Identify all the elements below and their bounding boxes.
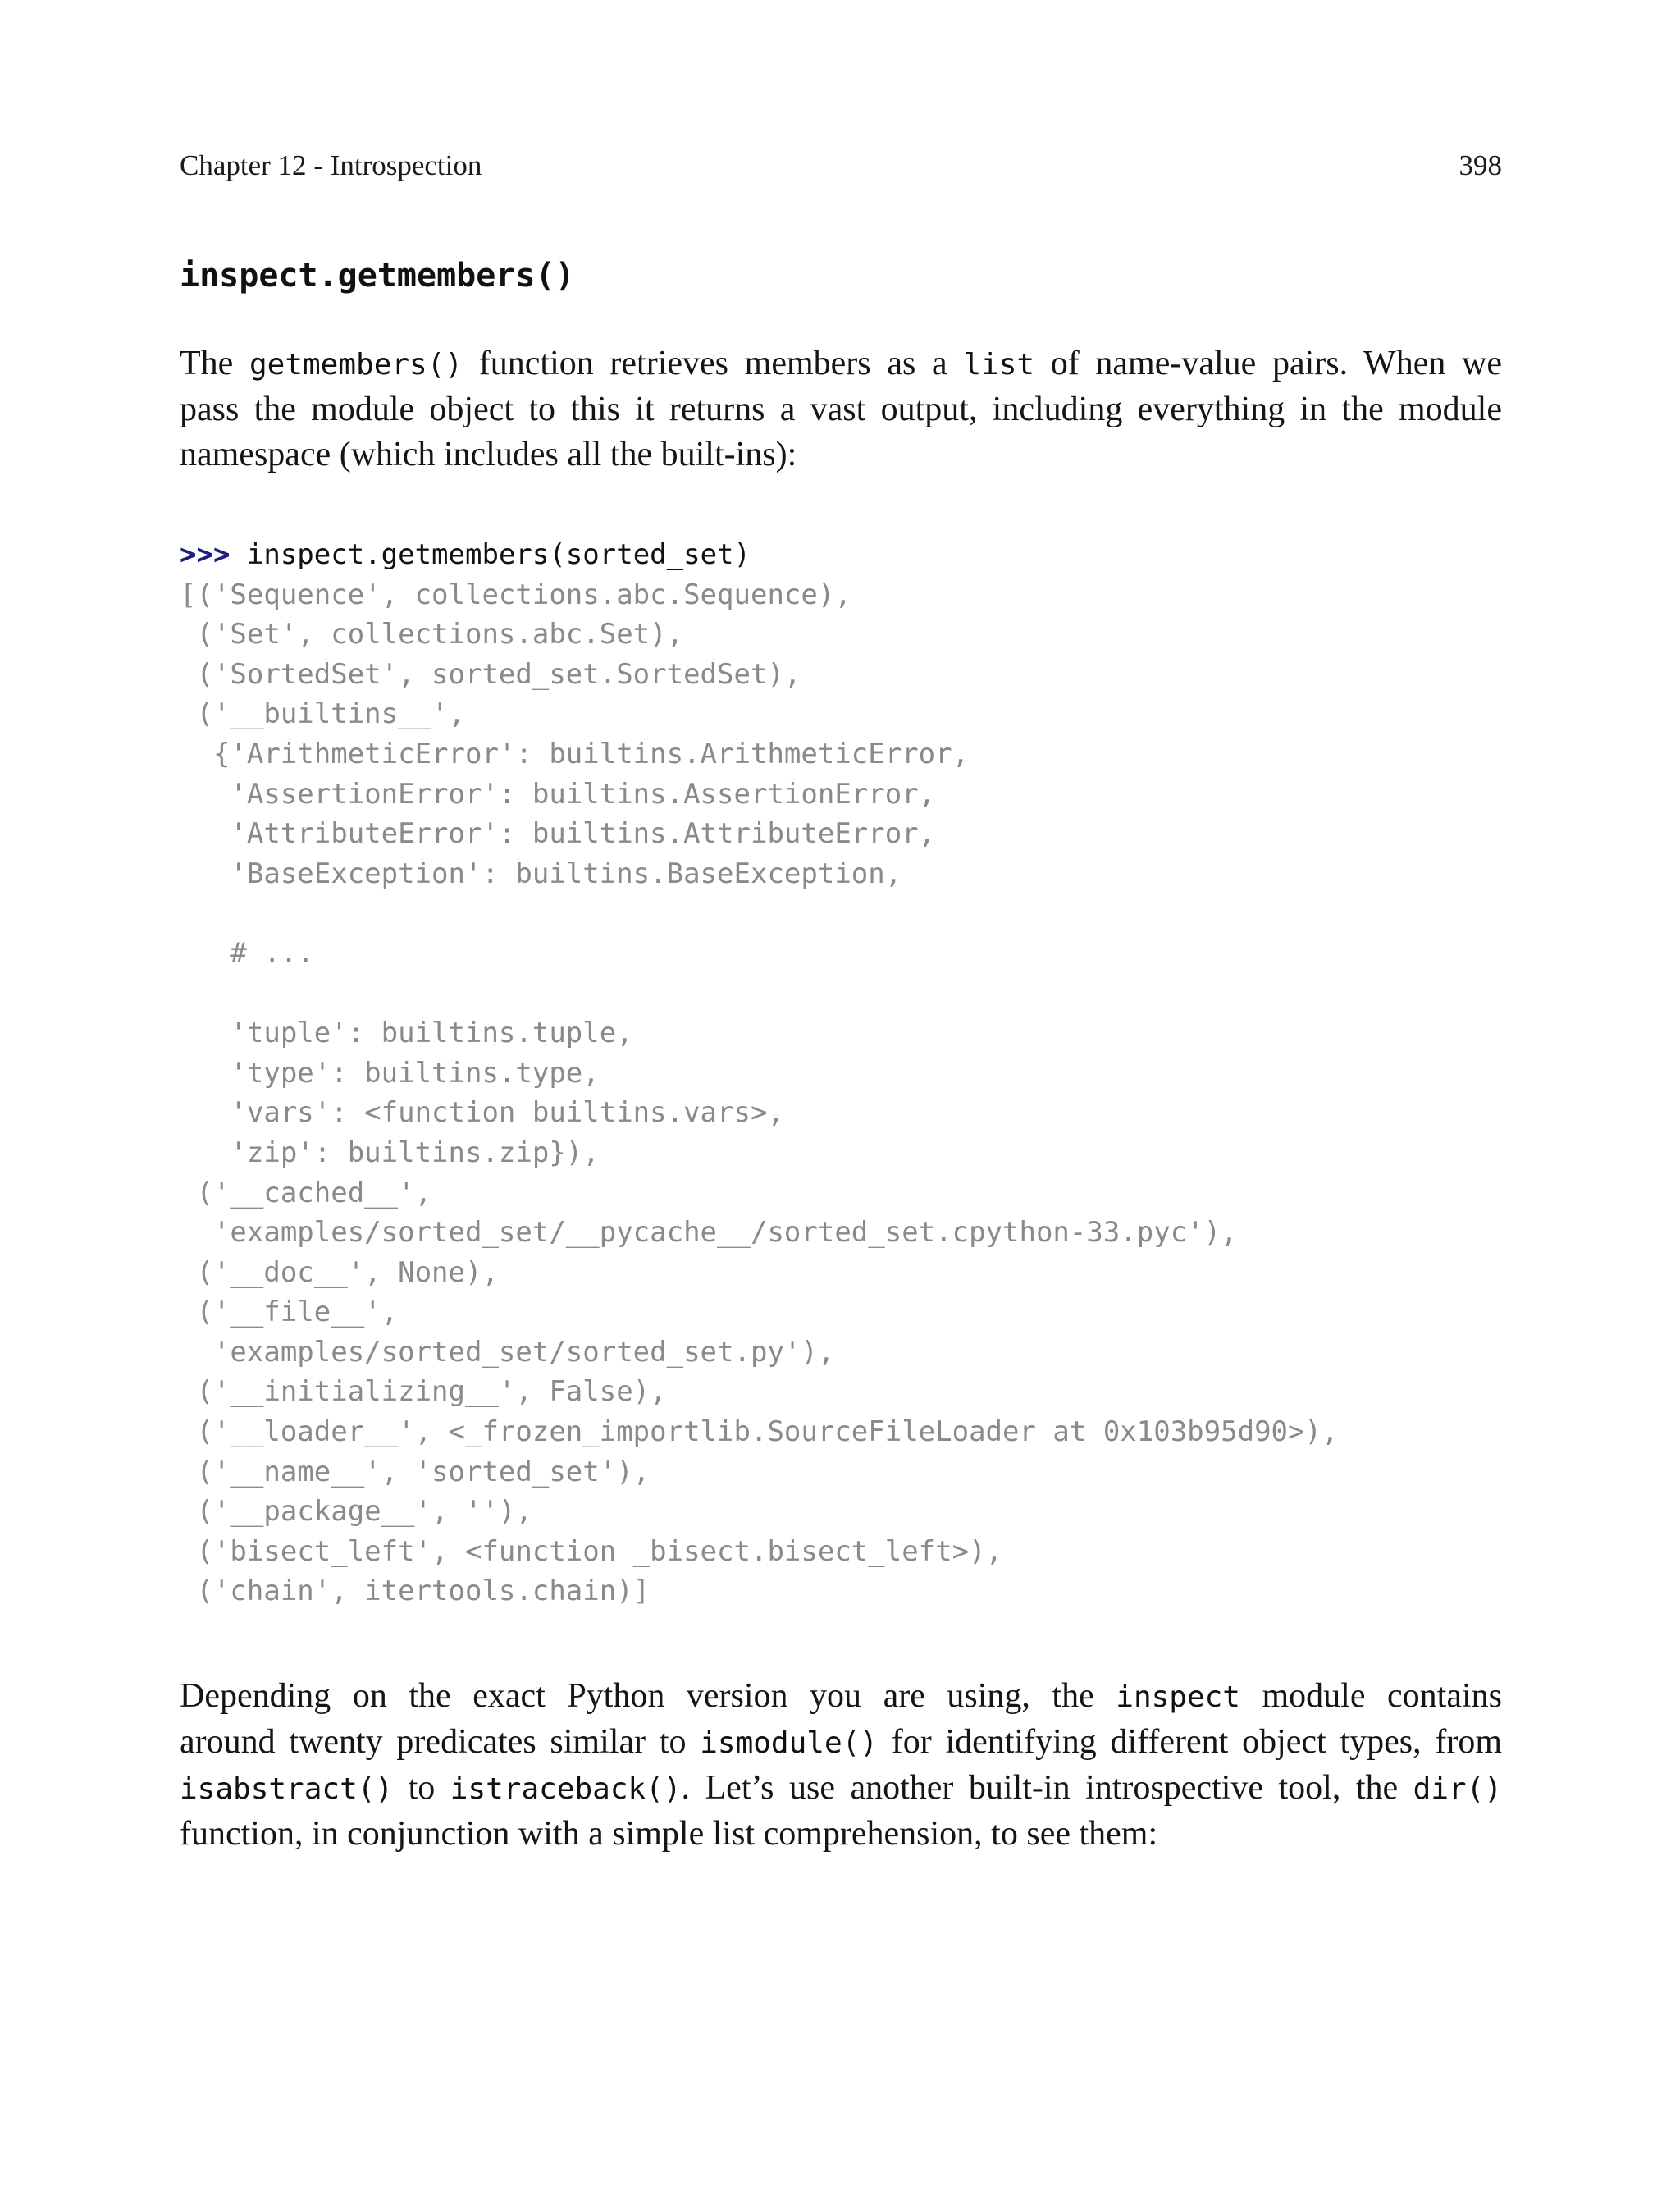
code-output-line: # ... [180,936,314,970]
code-output-line: 'AssertionError': builtins.AssertionError, [180,777,936,811]
inline-code-inspect: inspect [1116,1680,1240,1714]
running-header [180,146,1502,185]
outro-paragraph [180,1674,1502,1857]
code-output-line: 'AttributeError': builtins.AttributeError, [180,817,936,851]
intro-line-1: The getmembers() function retrieves members as a list of name-value pairs. When we [180,345,1502,382]
code-output-line: ('__doc__', None), [180,1255,499,1289]
inline-code-isabstract: isabstract() [180,1772,394,1806]
code-output-line [180,894,1502,934]
code-input-line [180,535,1502,575]
code-output-line: ('__file__', [180,1296,399,1329]
code-output-line: ('__name__', 'sorted_set'), [180,1455,651,1488]
code-output-line: ('__cached__', [180,1176,432,1209]
code-output-line: 'examples/sorted_set/sorted_set.py'), [180,1335,835,1369]
inline-code-list: list [963,348,1035,382]
code-output-line: 'zip': builtins.zip}), [180,1136,600,1169]
code-output-line: ('Set', collections.abc.Set), [180,618,684,651]
intro-line-2: pass the module object to this it returns a vast output, including everything in the module [180,391,1502,428]
code-output-line: 'examples/sorted_set/__pycache__/sorted_set.cpython-33.pyc'), [180,1216,1238,1250]
code-output-line: ('__loader__', <_frozen_importlib.SourceFileLoader at 0x103b95d90>), [180,1415,1339,1449]
intro-line-3: namespace (which includes all the built-ins): [180,436,797,473]
code-output-line [180,974,1502,1014]
inline-code-dir: dir() [1413,1772,1503,1806]
code-output-line: 'type': builtins.type, [180,1056,600,1090]
page-number: 398 [1459,149,1502,181]
code-output-line: 'tuple': builtins.tuple, [180,1017,633,1050]
repl-command: inspect.getmembers(sorted_set) [230,538,751,571]
inline-code-istraceback: istraceback() [450,1772,682,1806]
intro-paragraph [180,341,1502,478]
code-output-line: ('chain', itertools.chain)] [180,1575,651,1608]
repl-prompt: >>> [180,538,231,571]
code-output-line: ('__builtins__', [180,697,465,731]
book-page [180,0,1502,2185]
outro-line-3: isabstract() to istraceback(). Let’s use another built-in introspective tool, the dir() [180,1769,1503,1807]
outro-line-1: Depending on the exact Python version you are using, the inspect module contains [180,1677,1502,1715]
code-listing [180,535,1502,1611]
code-output-line: [('Sequence', collections.abc.Sequence), [180,578,851,611]
code-output-line: {'ArithmeticError': builtins.ArithmeticError, [180,737,970,770]
code-output-line: 'BaseException': builtins.BaseException, [180,857,902,890]
code-output-line: ('__initializing__', False), [180,1375,667,1409]
code-output-line: 'vars': <function builtins.vars>, [180,1096,784,1130]
inline-code-getmembers: getmembers() [249,348,463,382]
outro-line-4: function, in conjunction with a simple list comprehension, to see them: [180,1815,1158,1853]
inline-code-ismodule: ismodule() [700,1726,878,1760]
section-heading: inspect.getmembers() [180,257,575,295]
code-output-line: ('bisect_left', <function _bisect.bisect_left>), [180,1534,1003,1568]
outro-line-2: around twenty predicates similar to ismodule() for identifying different object types, from [180,1723,1502,1761]
chapter-title: Chapter 12 - Introspection [180,149,482,181]
code-output-line: ('__package__', ''), [180,1495,532,1529]
code-output-line: ('SortedSet', sorted_set.SortedSet), [180,657,801,691]
